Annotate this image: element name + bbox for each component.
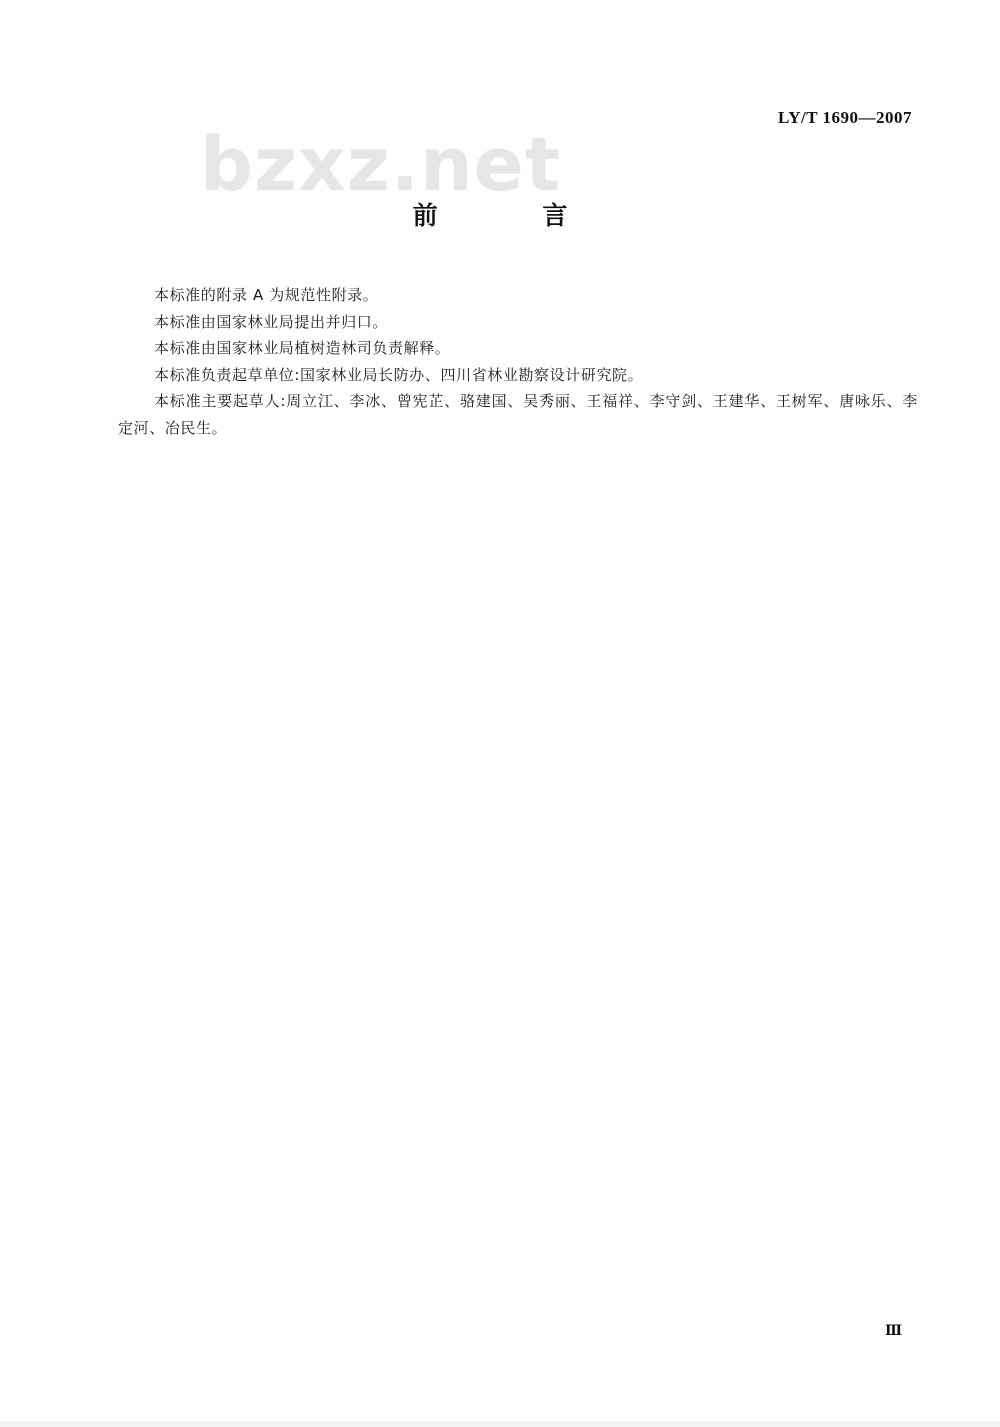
foreword-body [118,282,918,441]
paragraph: 本标准主要起草人:周立江、李冰、曾宪芷、骆建国、吴秀丽、王福祥、李守剑、王建华、王树军、唐咏乐、李定河、冶民生。 [118,392,918,437]
paragraph: 本标准由国家林业局植树造林司负责解释。 [154,339,451,357]
page-title: 前 言 [412,201,616,230]
standard-code: LY/T 1690—2007 [777,108,912,127]
paragraph: 本标准的附录 A 为规范性附录。 [154,286,379,304]
paragraph: 本标准由国家林业局提出并归口。 [154,312,389,331]
watermark: bzxz.net [200,122,562,208]
paragraph: 本标准负责起草单位:国家林业局长防办、四川省林业勘察设计研究院。 [154,365,644,384]
page-number: Ⅲ [884,1324,902,1339]
page-bottom-edge [0,1421,1000,1427]
